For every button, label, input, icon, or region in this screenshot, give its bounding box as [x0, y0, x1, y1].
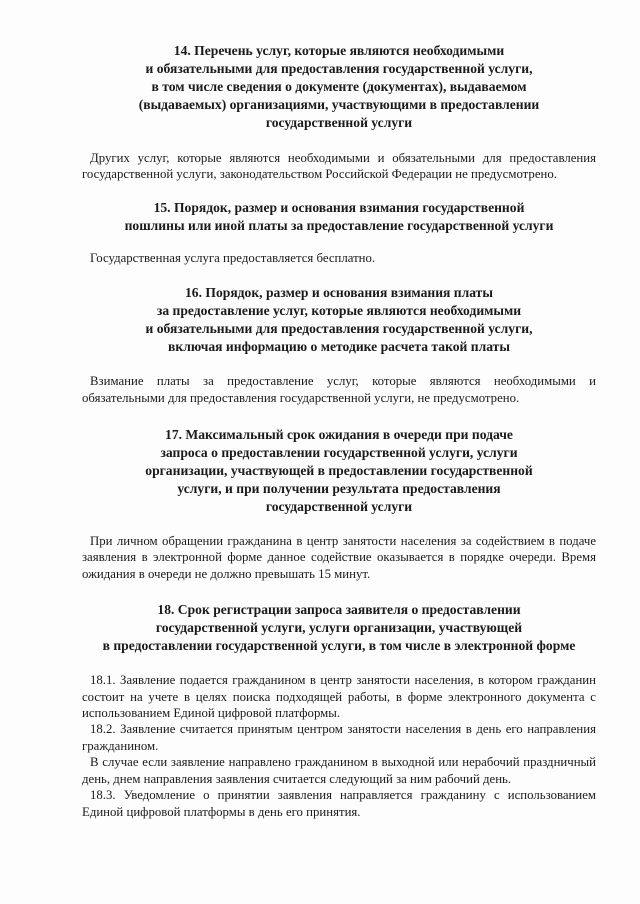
section-14-heading — [82, 42, 596, 132]
section-16-text: Взимание платы за предоставление услуг, которые являются необходимыми и обязательными для предоставления государственной услуги, не предусмотрено. — [82, 374, 596, 405]
section-16-heading — [82, 284, 596, 356]
section-18-heading — [82, 601, 596, 655]
section-14-text: Других услуг, которые являются необходимыми и обязательными для предоставления государственной услуги, законодательством Российской Федерации не предусмотрено. — [82, 151, 596, 182]
heading-line: услуги, и при получении результата предоставления — [177, 481, 501, 497]
heading-line: включая информацию о методике расчета такой платы — [168, 339, 510, 355]
heading-line: (выдаваемых) организациями, участвующими в предоставлении — [138, 97, 540, 112]
heading-line: 14. Перечень услуг, которые являются необходимыми — [173, 43, 505, 58]
heading-line: государственной услуги — [265, 115, 413, 130]
heading-line: организации, участвующей в предоставлении государственной — [145, 463, 533, 479]
heading-line: 17. Максимальный срок ожидания в очереди при подаче — [165, 427, 513, 443]
section-15-heading — [82, 199, 596, 235]
section-18-3-text: 18.3. Уведомление о принятии заявления направляется гражданину с использованием Единой цифровой платформы в день его принятия. — [82, 788, 596, 819]
section-17-text: При личном обращении гражданина в центр занятости населения за содействием в подаче заявления в электронной форме данное содействие оказывается в порядке очереди. Время ожидания в очереди не должно превышать 15 минут. — [82, 534, 596, 581]
heading-line: 15. Порядок, размер и основания взимания государственной — [153, 199, 525, 215]
heading-line: государственной услуги, услуги организации, участвующей — [155, 620, 523, 636]
section-18-2-text: 18.2. Заявление считается принятым центром занятости населения в день его направления гражданином. — [82, 722, 596, 753]
heading-line: и обязательными для предоставления государственной услуги, — [145, 61, 533, 76]
section-18-1-text: 18.1. Заявление подается гражданином в центр занятости населения, в котором гражданин состоит на учете в целях поиска подходящей работы, в форме электронного документа с использованием Единой цифровой платформы. — [82, 673, 596, 721]
heading-line: запроса о предоставлении государственной услуги, услуги — [160, 445, 518, 461]
heading-line: в том числе сведения о документе (документах), выдаваемом — [151, 79, 527, 94]
section-18-2-extra-text: В случае если заявление направлено гражданином в выходной или нерабочий праздничный день, днем направления заявления считается следующий за ним рабочий день. — [82, 755, 596, 786]
heading-line: 16. Порядок, размер и основания взимания платы — [185, 285, 493, 301]
heading-line: в предоставлении государственной услуги, в том числе в электронной форме — [102, 638, 576, 654]
heading-line: за предоставление услуг, которые являются необходимыми — [156, 303, 522, 319]
heading-line: 18. Срок регистрации запроса заявителя о предоставлении — [157, 602, 521, 618]
heading-line: пошлины или иной платы за предоставление государственной услуги — [124, 217, 554, 233]
heading-line: и обязательными для предоставления государственной услуги, — [145, 321, 533, 337]
heading-line: государственной услуги — [265, 499, 413, 515]
document-body — [82, 42, 596, 820]
section-17-heading — [82, 426, 596, 516]
section-15-text: Государственная услуга предоставляется бесплатно. — [90, 250, 376, 265]
